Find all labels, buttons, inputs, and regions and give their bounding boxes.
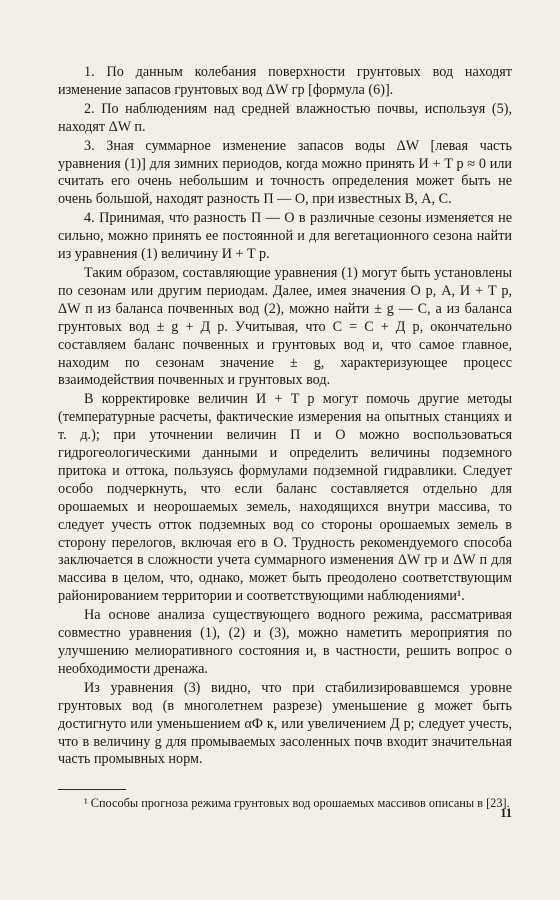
paragraph-3: 3. Зная суммарное изменение запасов воды ΔW [левая часть уравнения (1)] для зимних периодов, когда можно принять И + T р ≈ 0 или считать его очень небольшим и точность определения может быть не очень большой, находят разность П — О, при известных В, А, С.	[58, 137, 512, 208]
footnote: ¹ Способы прогноза режима грунтовых вод орошаемых массивов описаны в [23].	[84, 796, 510, 811]
page-number: 11	[500, 806, 512, 820]
paragraph-6: В корректировке величин И + T р могут помочь другие методы (температурные расчеты, фактические измерения на опытных станциях и т. д.); при уточнении величин П и О можно воспользоваться гидрогеологическими данными и определить величины подземного притока и оттока, пользуясь формулами подземной гидравлики. Следует особо подчеркнуть, что если баланс составляется отдельно для орошаемых и неорошаемых земель, находящихся внутри массива, то следует учесть отток подземных вод со стороны орошаемых земель в сторону перелогов, включая его в О. Трудность рекомендуемого способа заключается в сложности учета суммарного изменения ΔW гр и ΔW п для массива в целом, что, однако, может быть преодолено соответствующим районированием территории и соответствующими наблюдениями¹.	[58, 391, 512, 605]
paragraph-7: На основе анализа существующего водного режима, рассматривая совместно уравнения (1), (2) и (3), можно наметить мероприятия по улучшению мелиоративного состояния и, в частности, решить вопрос о необходимости дренажа.	[58, 607, 512, 677]
paragraph-4: 4. Принимая, что разность П — О в различные сезоны изменяется не сильно, можно принять ее постоянной и для вегетационного сезона найти из уравнения (1) величину И + T р.	[58, 210, 512, 263]
body-text	[58, 64, 512, 769]
paragraph-8: Из уравнения (3) видно, что при стабилизировавшемся уровне грунтовых вод (в многолетнем разрезе) уменьшение g может быть достигнуто или уменьшением αФ к, или увеличением Д р; следует учесть, что в величину g для промываемых засоленных почв входит значительная часть промывных норм.	[58, 679, 512, 768]
paragraph-1: 1. По данным колебания поверхности грунтовых вод находят изменение запасов грунтовых вод ΔW гр [формула (6)].	[58, 64, 512, 98]
footnote-divider	[58, 789, 126, 790]
paragraph-5: Таким образом, составляющие уравнения (1) могут быть установлены по сезонам или другим периодам. Далее, имея значения О р, А, И + T р, ΔW п из баланса почвенных вод (2), можно найти ± g — С, а из баланса грунтовых вод ± g + Д р. Учитывая, что С = С + Д р, окончательно составляем баланс почвенных и грунтовых вод и, что самое главное, находим по сезонам значение ± g, характеризующее процесс взаимодействия почвенных и грунтовых вод.	[58, 264, 512, 389]
paragraph-2: 2. По наблюдениям над средней влажностью почвы, используя (5), находят ΔW п.	[58, 100, 512, 135]
